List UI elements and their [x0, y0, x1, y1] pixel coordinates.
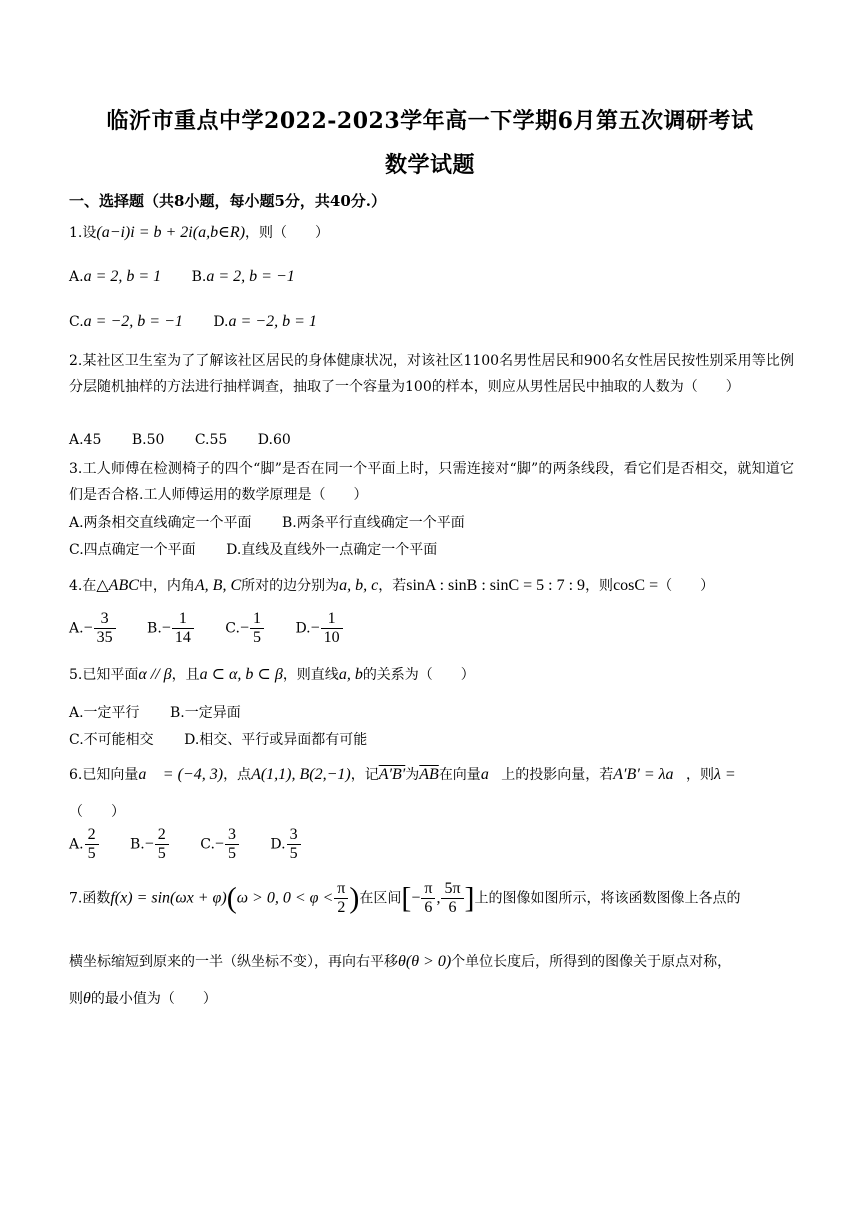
q2-option-a: A.45 [69, 432, 102, 448]
question-3-stem: 3.工人师傅在检测椅子的四个“脚”是否在同一个平面上时，只需连接对“脚”的两条线段，看它们是否相交，就知道它们是否合格.工人师傅运用的数学原理是（ ） [69, 461, 794, 503]
question-7-line-3: 则θ的最小值为（ ） [69, 990, 217, 1007]
q1-option-d: a = −2, b = 1 [228, 313, 317, 330]
section-heading: 一、选择题（共8小题，每小题5分，共40分.） [69, 192, 386, 210]
q1-option-c: a = −2, b = −1 [83, 313, 183, 330]
q4-option-c: C.− $\frac{1}{5}$ [225, 610, 265, 647]
q4-ratio: sinA : sinB : sinC = 5 : 7 : 9 [406, 577, 586, 594]
q4-option-b: B.− $\frac{1}{14}$ [147, 610, 195, 647]
q3-option-a: A.两条相交直线确定一个平面 [69, 515, 252, 531]
exam-title: 临沂市重点中学2022-2023学年高一下学期6月第五次调研考试 [106, 108, 754, 134]
q6-option-d: D. $\frac{3}{5}$ [270, 826, 301, 863]
question-5-options-ab [69, 702, 267, 722]
q6-option-a: A. $\frac{2}{5}$ [69, 826, 100, 863]
q2-option-c: C.55 [194, 432, 228, 448]
q5-option-d: D.相交、平行或异面都有可能 [184, 732, 368, 748]
question-4-options [69, 610, 370, 647]
question-6-stem: 6.已知向量a⃗ = (−4, 3)，点A(1,1), B(2,−1)，记A′B′为$\overline{AB}$在向量a⃗上的投影向量，若A′B′ = λa⃗，则λ = [69, 766, 736, 783]
q4-triangle: △ABC [96, 577, 139, 594]
question-7-line-2: 横坐标缩短到原来的一半（纵坐标不变），再向右平移θ(θ > 0)个单位长度后，所得到的图像关于原点对称， [69, 953, 732, 970]
q3-option-d: D.直线及直线外一点确定一个平面 [226, 542, 438, 558]
question-3-options-ab [69, 512, 491, 532]
q2-option-b: B.50 [131, 432, 165, 448]
question-1-options-ab: A.a = 2, b = 1 B.a = 2, b = −1 [69, 268, 295, 285]
q6-option-b: B.− $\frac{2}{5}$ [130, 826, 170, 863]
question-6-options [69, 826, 328, 863]
question-2-stem: 2.某社区卫生室为了了解该社区居民的身体健康状况，对该社区1100名男性居民和900名女性居民按性别采用等比例分层随机抽样的方法进行抽样调查，抽取了一个容量为100的样本，则应从男性居民中抽取的人数为（ ） [69, 353, 794, 395]
question-4-stem: 4.在△ABC中，内角A, B, C所对的边分别为a, b, c，若sinA : sinB : sinC = 5 : 7 : 9，则cosC =（ ） [69, 577, 715, 594]
q4-option-d: D.− $\frac{1}{10}$ [295, 610, 343, 647]
q5-option-c: C.不可能相交 [69, 732, 154, 748]
question-2-options [69, 432, 317, 448]
exam-subtitle: 数学试题 [384, 152, 475, 178]
question-3-options-cd [69, 539, 463, 559]
question-7-stem: 7.函数f(x) = sin(ωx + φ)(ω > 0, 0 < φ < $\frac{\pi}{2}$ )在区间[− $\frac{\pi}{6}$ , $\frac{5\pi}{6}$ ]上的图像如图所示，将该函数图像上各点的 [69, 880, 741, 916]
question-1-stem: 1.设(a−i)i = b + 2i(a,b∈R)，则（ ） [69, 224, 330, 241]
q6-option-c: C.− $\frac{3}{5}$ [200, 826, 240, 863]
q5-option-b: B.一定异面 [170, 705, 241, 721]
q3-option-c: C.四点确定一个平面 [69, 542, 196, 558]
question-5-stem: 5.已知平面α // β，且a ⊂ α, b ⊂ β，则直线a, b的关系为（ ） [69, 666, 475, 683]
q4-option-a: A.− $\frac{3}{35}$ [69, 610, 117, 647]
q2-option-d: D.60 [257, 432, 291, 448]
q5-option-a: A.一定平行 [69, 705, 140, 721]
question-6-paren: （ ） [69, 804, 125, 820]
q3-option-b: B.两条平行直线确定一个平面 [282, 515, 465, 531]
q1-equation: (a−i)i = b + 2i(a,b∈R) [96, 224, 246, 241]
question-5-options-cd [69, 729, 393, 749]
q1-option-a: a = 2, b = 1 [83, 268, 162, 285]
question-1-options-cd: C.a = −2, b = −1 D.a = −2, b = 1 [69, 313, 317, 330]
q1-option-b: a = 2, b = −1 [206, 268, 295, 285]
